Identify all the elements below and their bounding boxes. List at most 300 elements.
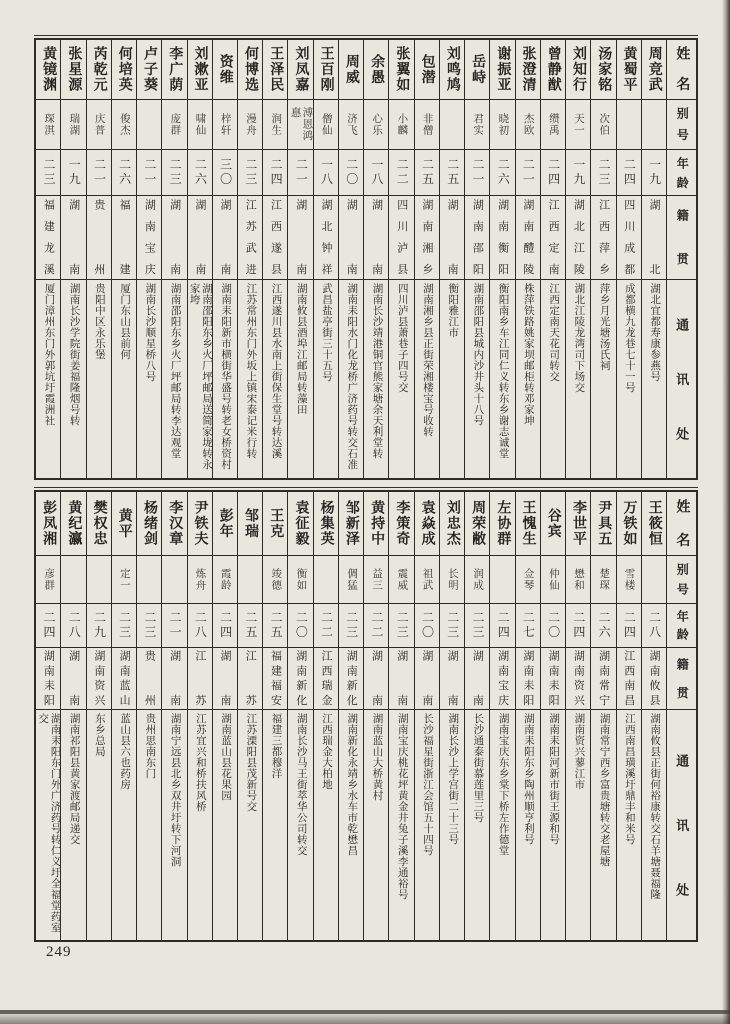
- person-native-cell: [516, 196, 540, 280]
- person-address-cell: [566, 710, 590, 940]
- person-age: 二五: [243, 611, 258, 640]
- person-native-cell: [61, 648, 85, 710]
- person-name-cell: [188, 40, 212, 100]
- person-column: [187, 40, 212, 478]
- person-address-cell: [566, 280, 590, 478]
- person-column: [212, 40, 237, 478]
- person-alias-cell: [188, 100, 212, 150]
- person-address: 湖北宜都寿康参燕号: [649, 283, 661, 382]
- person-age: 二八: [193, 611, 208, 640]
- person-age-cell: [162, 604, 186, 648]
- person-alias: 僧仙: [320, 113, 332, 136]
- person-alias-cell: [541, 100, 565, 150]
- person-native-cell: [389, 196, 413, 280]
- person-column: [363, 492, 388, 940]
- person-native-cell: [541, 648, 565, 710]
- person-address-cell: [617, 280, 641, 478]
- header-name-cell: [667, 40, 696, 100]
- person-alias-cell: [87, 556, 111, 604]
- person-age: 二四: [218, 611, 233, 640]
- person-age: 二六: [597, 611, 612, 640]
- person-address: 湖南祁阳县黄家渡邮局递交: [68, 713, 80, 845]
- person-address-cell: [162, 280, 186, 478]
- person-age-cell: [36, 604, 60, 648]
- person-alias: 彦群: [43, 568, 55, 591]
- person-name: 王泽民: [268, 46, 284, 93]
- person-age: 二〇: [294, 611, 309, 640]
- person-name-cell: [389, 40, 413, 100]
- person-native: 湖南: [294, 199, 307, 276]
- person-alias-cell: [642, 556, 666, 604]
- person-native-cell: [213, 648, 237, 710]
- person-alias: 定一: [118, 568, 130, 591]
- person-native: 江苏: [193, 650, 206, 707]
- person-alias: 庞群: [169, 113, 181, 136]
- person-name: 刘知行: [571, 46, 587, 93]
- person-address-cell: [541, 280, 565, 478]
- person-alias: 缵禹: [547, 113, 559, 136]
- person-name-cell: [162, 492, 186, 556]
- person-address: 湖南宁远县北乡双井圩转下河洞: [169, 713, 181, 867]
- person-name-cell: [465, 492, 489, 556]
- person-alias-cell: [617, 556, 641, 604]
- person-native-cell: [314, 648, 338, 710]
- person-column: [36, 40, 60, 478]
- header-column: [666, 492, 696, 940]
- person-alias-cell: [339, 556, 363, 604]
- person-name: 黄持中: [369, 500, 385, 547]
- person-name-cell: [87, 40, 111, 100]
- person-column: [212, 492, 237, 940]
- person-column: [363, 40, 388, 478]
- person-name-cell: [566, 40, 590, 100]
- person-name-cell: [364, 492, 388, 556]
- person-address: 湖南新化永靖乡水车市乾懋昌: [346, 713, 358, 856]
- person-native: 湖北: [648, 199, 661, 276]
- person-native: 湖南: [370, 199, 383, 276]
- person-alias: 润成: [472, 568, 484, 591]
- person-name: 王愧生: [520, 500, 536, 547]
- person-name-cell: [541, 40, 565, 100]
- header-name: 姓名: [674, 46, 690, 93]
- person-column: [414, 492, 439, 940]
- person-name-cell: [415, 492, 439, 556]
- person-address-cell: [61, 280, 85, 478]
- person-column: [565, 492, 590, 940]
- person-address-cell: [591, 710, 615, 940]
- person-age-cell: [61, 150, 85, 196]
- person-alias: 祖武: [421, 568, 433, 591]
- person-age-cell: [642, 604, 666, 648]
- person-name: 资维: [217, 54, 233, 85]
- person-address-cell: [516, 710, 540, 940]
- person-age-cell: [566, 150, 590, 196]
- person-age-cell: [61, 604, 85, 648]
- person-address: 湖南湘乡县正街荣湘楼宝号收转: [421, 283, 433, 437]
- person-alias: 佥琴: [522, 568, 534, 591]
- person-alias: 懋和: [573, 568, 585, 591]
- person-address-cell: [339, 710, 363, 940]
- person-age-cell: [288, 150, 312, 196]
- person-native-cell: [288, 196, 312, 280]
- person-name: 彭凤湘: [41, 500, 57, 547]
- person-native-cell: [238, 648, 262, 710]
- person-name-cell: [238, 40, 262, 100]
- header-age-cell: [667, 150, 696, 196]
- person-name-cell: [288, 40, 312, 100]
- person-alias-cell: [61, 100, 85, 150]
- person-column: [515, 492, 540, 940]
- person-native: 湖南: [420, 650, 433, 707]
- person-native: 江苏: [244, 650, 257, 707]
- person-age-cell: [87, 604, 111, 648]
- person-native: 湖南新化: [294, 650, 307, 707]
- header-native: 籍贯: [675, 209, 690, 266]
- person-address-cell: [238, 280, 262, 478]
- header-native: 籍贯: [675, 657, 690, 700]
- person-age-cell: [364, 604, 388, 648]
- person-address-cell: [263, 280, 287, 478]
- person-native-cell: [112, 196, 136, 280]
- person-alias-cell: [541, 556, 565, 604]
- person-name: 岳峙: [470, 54, 486, 85]
- person-alias: 君实: [472, 113, 484, 136]
- person-native-cell: [617, 196, 641, 280]
- person-native-cell: [112, 648, 136, 710]
- person-alias-cell: [516, 100, 540, 150]
- person-alias-cell: [188, 556, 212, 604]
- person-name: 樊权忠: [91, 500, 107, 547]
- person-native-cell: [415, 196, 439, 280]
- person-native: 四川成都: [622, 199, 635, 276]
- person-alias: 雪楼: [623, 568, 635, 591]
- person-address-cell: [389, 280, 413, 478]
- person-column: [464, 40, 489, 478]
- person-column: [237, 40, 262, 478]
- person-alias-cell: [112, 100, 136, 150]
- person-column: [237, 492, 262, 940]
- person-column: [111, 40, 136, 478]
- person-native: 湖南: [446, 650, 459, 707]
- person-name: 黄平: [116, 508, 132, 539]
- person-address: 厦门东山县前何: [119, 283, 131, 360]
- person-age: 二四: [546, 158, 561, 187]
- person-column: [489, 40, 514, 478]
- person-alias: 梓轩: [219, 113, 231, 136]
- person-name-cell: [440, 40, 464, 100]
- person-native: 湖南宝庆: [496, 650, 509, 707]
- scan-gutter-shadow-right: [722, 0, 730, 1024]
- person-name: 李广荫: [167, 46, 183, 93]
- person-age-cell: [213, 604, 237, 648]
- person-age-cell: [137, 604, 161, 648]
- person-age: 二三: [470, 611, 485, 640]
- person-column: [616, 492, 641, 940]
- person-address-cell: [87, 280, 111, 478]
- person-address-cell: [188, 280, 212, 478]
- header-native-cell: [667, 196, 696, 280]
- person-name: 张澄清: [520, 46, 536, 93]
- person-address-cell: [213, 710, 237, 940]
- person-name-cell: [642, 492, 666, 556]
- person-native: 贵州: [92, 199, 105, 276]
- person-age-cell: [314, 150, 338, 196]
- person-name: 周威: [343, 54, 359, 85]
- person-native-cell: [642, 648, 666, 710]
- person-age-cell: [112, 604, 136, 648]
- person-native-cell: [339, 648, 363, 710]
- person-name: 包潜: [419, 54, 435, 85]
- header-age-cell: [667, 604, 696, 648]
- person-age-cell: [188, 150, 212, 196]
- person-age-cell: [137, 150, 161, 196]
- person-alias-cell: [61, 556, 85, 604]
- person-age-cell: [490, 604, 514, 648]
- person-age: 二三: [243, 158, 258, 187]
- person-address-cell: [415, 710, 439, 940]
- person-address-cell: [87, 710, 111, 940]
- person-address-cell: [314, 710, 338, 940]
- person-column: [313, 492, 338, 940]
- person-name: 余愚: [369, 54, 385, 85]
- person-address-cell: [490, 710, 514, 940]
- person-age: 二四: [622, 158, 637, 187]
- person-alias-cell: [238, 556, 262, 604]
- person-address-cell: [541, 710, 565, 940]
- person-alias-cell: [440, 556, 464, 604]
- person-address-cell: [288, 280, 312, 478]
- person-name: 张星源: [66, 46, 82, 93]
- person-native-cell: [566, 196, 590, 280]
- person-alias: 心乐: [371, 113, 383, 136]
- person-address-cell: [112, 710, 136, 940]
- person-native-cell: [162, 648, 186, 710]
- person-name-cell: [36, 492, 60, 556]
- person-address: 湖南长沙靖港铜官熊家塘余天利堂转: [371, 283, 383, 459]
- person-age-cell: [238, 604, 262, 648]
- person-native-cell: [516, 648, 540, 710]
- person-address: 贵州思南东门: [144, 713, 156, 779]
- person-name-cell: [617, 492, 641, 556]
- person-age: 三〇: [218, 158, 233, 187]
- person-native-cell: [137, 648, 161, 710]
- person-address: 衡阳南乡车江同仁义转东乡谢志诚堂: [497, 283, 509, 459]
- person-native-cell: [440, 196, 464, 280]
- person-alias: 瑞湖: [68, 113, 80, 136]
- person-age-cell: [162, 150, 186, 196]
- person-alias: 晓初: [497, 113, 509, 136]
- person-name: 刘忠杰: [444, 500, 460, 547]
- person-name-cell: [566, 492, 590, 556]
- person-address: 湖南邵阳东乡火厂坪邮局送简家垅转永家垮: [188, 283, 212, 470]
- person-address-cell: [642, 710, 666, 940]
- person-name-cell: [112, 492, 136, 556]
- person-name: 左协群: [495, 500, 511, 547]
- person-name-cell: [238, 492, 262, 556]
- person-age: 二三: [41, 158, 56, 187]
- person-native-cell: [389, 648, 413, 710]
- person-name: 邹瑞: [242, 508, 258, 539]
- person-address: 湖南邵阳县城内沙井头十八号: [472, 283, 484, 426]
- person-age: 二〇: [546, 611, 561, 640]
- person-native-cell: [440, 648, 464, 710]
- person-age: 二三: [395, 611, 410, 640]
- person-alias: 霞龄: [219, 568, 231, 591]
- person-native: 江西定南: [547, 199, 560, 276]
- person-native: 湖南: [345, 199, 358, 276]
- person-column: [388, 40, 413, 478]
- person-name: 曾静猷: [545, 46, 561, 93]
- person-age: 二三: [344, 611, 359, 640]
- person-column: [60, 40, 85, 478]
- person-name: 杨绪剑: [142, 500, 158, 547]
- person-column: [136, 492, 161, 940]
- person-native: 湖南: [471, 650, 484, 707]
- person-name-cell: [87, 492, 111, 556]
- person-age: 二二: [370, 611, 385, 640]
- person-native-cell: [566, 648, 590, 710]
- person-native-cell: [364, 196, 388, 280]
- person-address-cell: [238, 710, 262, 940]
- person-age: 二四: [41, 611, 56, 640]
- person-alias-cell: [288, 100, 312, 150]
- person-address-cell: [314, 280, 338, 478]
- person-age-cell: [440, 604, 464, 648]
- person-address-cell: [339, 280, 363, 478]
- person-age: 二一: [92, 158, 107, 187]
- person-age: 二六: [193, 158, 208, 187]
- person-address: 湖南常宁西乡富贵塘转交老屋塘: [598, 713, 610, 867]
- person-age: 二四: [269, 158, 284, 187]
- person-alias-cell: [364, 556, 388, 604]
- person-column: [590, 40, 615, 478]
- person-column: [111, 492, 136, 940]
- person-column: [515, 40, 540, 478]
- person-alias-cell: [314, 556, 338, 604]
- person-native-cell: [263, 196, 287, 280]
- person-address: 湖南长沙马王街萃华公司转交: [295, 713, 307, 856]
- person-alias-cell: [465, 556, 489, 604]
- person-age-cell: [364, 150, 388, 196]
- person-native-cell: [162, 196, 186, 280]
- person-age: 二六: [117, 158, 132, 187]
- person-address-cell: [263, 710, 287, 940]
- person-age-cell: [213, 150, 237, 196]
- person-native: 湖南: [219, 650, 232, 707]
- person-name-cell: [516, 492, 540, 556]
- person-alias: 益三: [371, 568, 383, 591]
- person-alias-cell: [288, 556, 312, 604]
- person-column: [489, 492, 514, 940]
- person-age-cell: [516, 604, 540, 648]
- person-native: 湖南资兴: [92, 650, 105, 707]
- person-address-cell: [617, 710, 641, 940]
- person-alias-cell: [314, 100, 338, 150]
- person-alias: 润生: [270, 113, 282, 136]
- person-address: 江苏溧阳县茂新号交: [245, 713, 257, 812]
- person-alias: 啸仙: [194, 113, 206, 136]
- person-native-cell: [288, 648, 312, 710]
- person-age: 二〇: [420, 611, 435, 640]
- person-native: 四川泸县: [395, 199, 408, 276]
- person-age-cell: [87, 150, 111, 196]
- person-native-cell: [490, 196, 514, 280]
- person-name-cell: [188, 492, 212, 556]
- person-native: 湖南醴陵: [521, 199, 534, 276]
- person-native-cell: [465, 196, 489, 280]
- person-alias-cell: [617, 100, 641, 150]
- person-column: [262, 40, 287, 478]
- person-native-cell: [314, 196, 338, 280]
- person-address: 湖南耒阳河新市街王源和号: [548, 713, 560, 845]
- person-address: 湖南蓝山大桥黄村: [371, 713, 383, 801]
- person-address-cell: [465, 280, 489, 478]
- person-alias-cell: [213, 556, 237, 604]
- person-native: 湖南: [395, 650, 408, 707]
- person-column: [616, 40, 641, 478]
- person-address: 湖南攸县酒埠江邮局转藻田: [295, 283, 307, 415]
- person-native-cell: [137, 196, 161, 280]
- person-column: [338, 492, 363, 940]
- person-alias-cell: [642, 100, 666, 150]
- person-alias-cell: [566, 556, 590, 604]
- person-column: [60, 492, 85, 940]
- person-name-cell: [288, 492, 312, 556]
- person-address: 湖南耒阳东门外广济药号转仁义圩全福堂药室交: [37, 713, 61, 933]
- person-alias: 俊杰: [118, 113, 130, 136]
- person-age-cell: [263, 604, 287, 648]
- person-name: 何博选: [242, 46, 258, 93]
- person-age-cell: [389, 150, 413, 196]
- person-age-cell: [389, 604, 413, 648]
- person-column: [262, 492, 287, 940]
- person-address-cell: [36, 280, 60, 478]
- person-name: 汤家铭: [596, 46, 612, 93]
- person-age: 二三: [597, 158, 612, 187]
- person-name-cell: [339, 492, 363, 556]
- person-alias-cell: [162, 556, 186, 604]
- person-address: 江西南昌璜溪圩鼎丰和米号: [623, 713, 635, 845]
- person-address: 湖南邵阳东乡火厂坪邮局转李达观堂: [169, 283, 181, 459]
- person-age-cell: [465, 150, 489, 196]
- person-name: 王克: [268, 508, 284, 539]
- header-native-cell: [667, 648, 696, 710]
- person-address: 湖南宝庆东乡棠下桥左作德堂: [497, 713, 509, 856]
- person-address: 湖南攸县正街何裕康转交石羊塘聂福隆: [649, 713, 661, 900]
- person-name-cell: [415, 40, 439, 100]
- person-column: [36, 492, 60, 940]
- person-age: 二九: [92, 611, 107, 640]
- person-alias-cell: [389, 100, 413, 150]
- person-native-cell: [188, 196, 212, 280]
- person-native: 江西南昌: [622, 650, 635, 707]
- person-column: [313, 40, 338, 478]
- person-column: [287, 40, 312, 478]
- person-address: 湖南耒阳水门化龙桥广济药号转交石准: [346, 283, 358, 470]
- person-alias-cell: [263, 100, 287, 150]
- person-age: 二三: [142, 611, 157, 640]
- person-column: [136, 40, 161, 478]
- person-age: 二一: [168, 611, 183, 640]
- person-alias: 非僧: [421, 113, 433, 136]
- person-address: 贵阳中区永乐堡: [93, 283, 105, 360]
- person-address: 厦门漳州东门外郭坑圩霞洲社: [43, 283, 55, 426]
- person-alias-cell: [566, 100, 590, 150]
- person-name: 芮乾元: [91, 46, 107, 93]
- person-alias: 杰欧: [522, 113, 534, 136]
- person-age-cell: [516, 150, 540, 196]
- person-name: 李汉章: [167, 500, 183, 547]
